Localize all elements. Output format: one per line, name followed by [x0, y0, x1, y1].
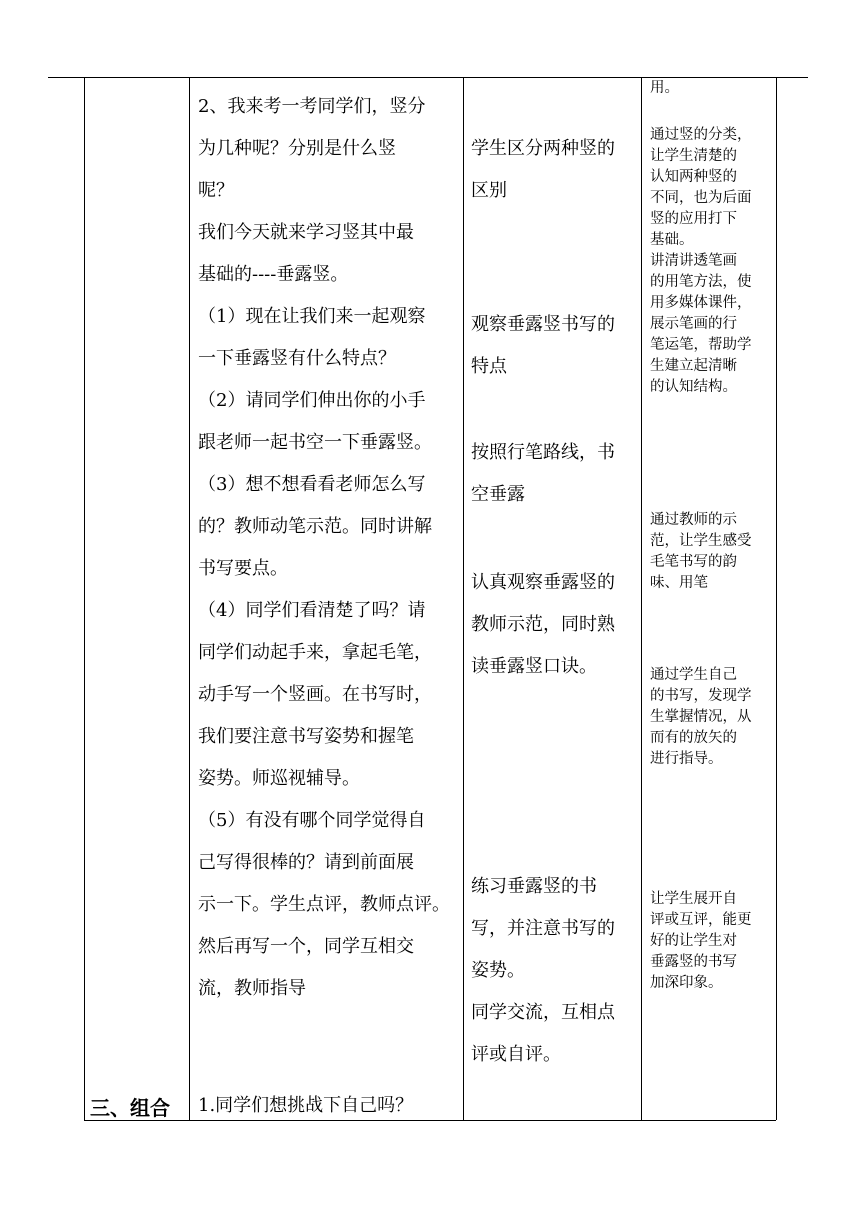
design-intent-block — [650, 510, 752, 594]
text-line: 读垂露竖口诀。 — [471, 656, 597, 677]
text-line: 用多媒体课件， — [650, 295, 752, 311]
student-activity-block — [471, 304, 615, 388]
text-line: 按照行笔路线，书 — [471, 442, 615, 463]
table-border-right — [776, 77, 777, 1120]
teacher-activity-column — [198, 86, 450, 1010]
text-line: 呢？ — [198, 180, 234, 201]
text-line: （2）请同学们伸出你的小手 — [198, 390, 426, 411]
text-line: 我们今天就来学习竖其中最 — [198, 222, 414, 243]
text-line: 示一下。学生点评，教师点评。 — [198, 894, 450, 915]
text-line: 的书写，发现学 — [650, 688, 752, 704]
text-line: （5）有没有哪个同学觉得自 — [198, 810, 426, 831]
text-line: 区别 — [471, 180, 507, 201]
intent-top-fragment: 用。 — [650, 80, 679, 96]
text-line: 基础的----垂露竖。 — [198, 264, 349, 285]
text-line: 加深印象。 — [650, 975, 723, 991]
text-line: 让学生展开自 — [650, 891, 737, 907]
text-line: 生建立起清晰 — [650, 358, 737, 374]
text-line: 空垂露 — [471, 484, 525, 505]
text-line: 己写得很棒的？请到前面展 — [198, 852, 414, 873]
text-line: 基础。 — [650, 232, 694, 248]
text-line: （3）想不想看看老师怎么写 — [198, 474, 426, 495]
text-line: 范，让学生感受 — [650, 533, 752, 549]
text-line: 为几种呢？分别是什么竖 — [198, 138, 396, 159]
table-bottom-border — [84, 1120, 776, 1121]
text-line: 一下垂露竖有什么特点？ — [198, 348, 396, 369]
text-line: 的？教师动笔示范。同时讲解 — [198, 516, 432, 537]
text-line: 观察垂露竖书写的 — [471, 314, 615, 335]
text-line: 跟老师一起书空一下垂露竖。 — [198, 432, 432, 453]
text-line: 教师示范，同时熟 — [471, 614, 615, 635]
text-line: 同学们动起手来，拿起毛笔， — [198, 642, 432, 663]
text-line: 生掌握情况，从 — [650, 709, 752, 725]
text-line: 2、我来考一考同学们，竖分 — [198, 96, 426, 117]
text-line: 同学交流，互相点 — [471, 1002, 615, 1023]
page-top-rule — [48, 77, 808, 78]
student-activity-block — [471, 128, 615, 212]
text-line: 让学生清楚的 — [650, 148, 737, 164]
text-line: 评或互评，能更 — [650, 912, 752, 928]
text-line: 通过教师的示 — [650, 512, 737, 528]
text-line: 垂露竖的书写 — [650, 954, 737, 970]
design-intent-block — [650, 665, 752, 770]
text-line: 动手写一个竖画。在书写时， — [198, 684, 432, 705]
text-line: 味、用笔 — [650, 575, 708, 591]
section-label: 三、组合 — [90, 1096, 170, 1120]
text-line: 的用笔方法，使 — [650, 274, 752, 290]
column-divider-1 — [189, 77, 190, 1120]
student-activity-block — [471, 432, 615, 516]
student-activity-block — [471, 866, 615, 1076]
text-line: 我们要注意书写姿势和握笔 — [198, 726, 414, 747]
text-line: 认知两种竖的 — [650, 169, 737, 185]
text-line: 讲清讲透笔画 — [650, 253, 737, 269]
text-line: 书写要点。 — [198, 558, 288, 579]
design-intent-block — [650, 889, 752, 994]
text-line: 展示笔画的行 — [650, 316, 737, 332]
text-line: 评或自评。 — [471, 1044, 561, 1065]
text-line: 通过学生自己 — [650, 667, 737, 683]
text-line: 学生区分两种竖的 — [471, 138, 615, 159]
text-line: 不同，也为后面 — [650, 190, 752, 206]
text-line: 的认知结构。 — [650, 379, 737, 395]
table-border-left — [84, 77, 85, 1120]
column-divider-3 — [641, 77, 642, 1120]
text-line: 练习垂露竖的书 — [471, 876, 597, 897]
teacher-next-step: 1.同学们想挑战下自己吗？ — [198, 1095, 414, 1116]
text-line: 通过竖的分类， — [650, 127, 752, 143]
text-line: （4）同学们看清楚了吗？请 — [198, 600, 426, 621]
text-line: 写，并注意书写的 — [471, 918, 615, 939]
text-line: 然后再写一个，同学互相交 — [198, 936, 414, 957]
text-line: 好的让学生对 — [650, 933, 737, 949]
text-line: 毛笔书写的韵 — [650, 554, 737, 570]
text-line: 笔运笔，帮助学 — [650, 337, 752, 353]
student-activity-block — [471, 562, 615, 688]
column-divider-2 — [463, 77, 464, 1120]
text-line: 姿势。师巡视辅导。 — [198, 768, 360, 789]
text-line: 特点 — [471, 356, 507, 377]
text-line: （1）现在让我们来一起观察 — [198, 306, 426, 327]
text-line: 姿势。 — [471, 960, 525, 981]
text-line: 流，教师指导 — [198, 978, 306, 999]
text-line: 进行指导。 — [650, 751, 723, 767]
text-line: 竖的应用打下 — [650, 211, 737, 227]
design-intent-block — [650, 125, 752, 398]
text-line: 认真观察垂露竖的 — [471, 572, 615, 593]
text-line: 而有的放矢的 — [650, 730, 737, 746]
